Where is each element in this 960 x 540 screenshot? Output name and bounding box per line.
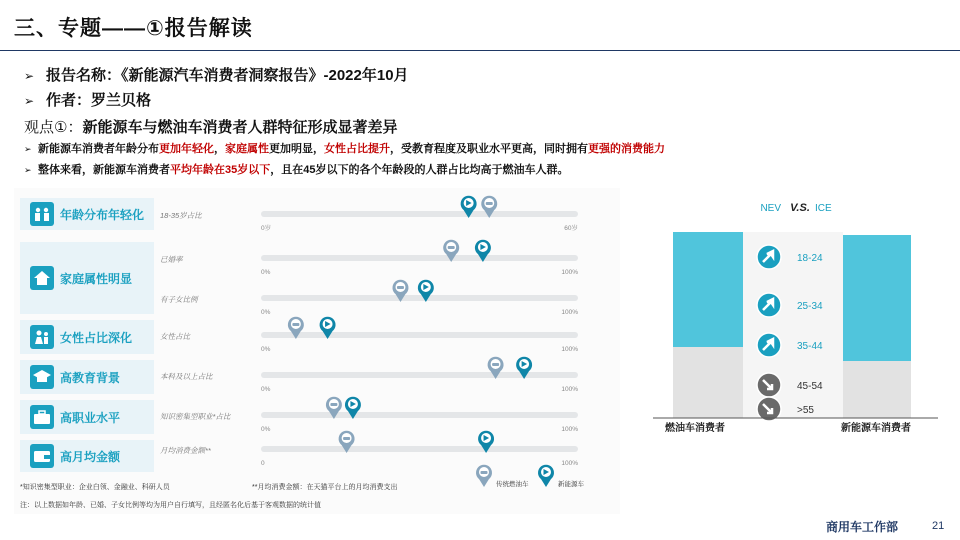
category-label: 高月均金额 (60, 450, 121, 464)
category-label: 家庭属性明显 (60, 272, 133, 286)
scale-track (261, 295, 578, 301)
scale-min-label: 0% (261, 386, 271, 393)
row-label: 18-35岁占比 (160, 211, 202, 220)
bullet-author (24, 89, 151, 110)
age-segment-label: 25-34 (797, 301, 823, 312)
age-segment-label: 35-44 (797, 341, 823, 352)
bullet-arrow-icon: ➢ (24, 144, 32, 154)
age-segment-label: 45-54 (797, 381, 823, 392)
scale-max-label: 60岁 (564, 225, 578, 232)
bar-label-nev: 新能源车消费者 (841, 423, 911, 434)
dot-plot-chart (14, 188, 620, 514)
title-ice: ICE (815, 203, 832, 214)
sub-bullet-1 (24, 140, 665, 156)
scale-min-label: 0 (261, 460, 265, 467)
arrow-down-icon (757, 397, 781, 421)
age-segment-label: >55 (797, 405, 814, 416)
scale-track (261, 372, 578, 378)
scale-max-label: 100% (561, 309, 578, 316)
viewpoint-label: 观点①： (24, 119, 83, 136)
scale-track (261, 412, 578, 418)
row-label: 女性占比 (160, 332, 190, 341)
category-label: 女性占比深化 (60, 331, 133, 345)
category-label: 年龄分布年轻化 (60, 208, 145, 222)
category-icon-bg (30, 325, 54, 349)
scale-min-label: 0% (261, 309, 271, 316)
legend-nev-label: 新能源车 (558, 481, 584, 488)
bar-label-ice: 燃油车消费者 (665, 423, 725, 434)
bullet-arrow-icon: ➢ (24, 69, 35, 83)
sub-bullet-2-text: 整体来看，新能源车消费者平均年龄在35岁以下，且在45岁以下的各个年龄段的人群占比均高于燃油车人群。 (38, 164, 569, 176)
scale-max-label: 100% (561, 460, 578, 467)
scale-min-label: 0% (261, 269, 271, 276)
author-text: 作者：罗兰贝格 (46, 92, 152, 109)
row-label: 知识密集型职业*占比 (160, 412, 231, 421)
nev-marker (538, 465, 554, 487)
arrow-up-icon (757, 245, 781, 269)
arrow-up-icon (757, 293, 781, 317)
scale-track (261, 332, 578, 338)
age-segment-label: 18-24 (797, 253, 823, 264)
sub-bullet-2 (24, 161, 568, 177)
row-label: 有子女比例 (160, 295, 198, 304)
scale-max-label: 100% (561, 269, 578, 276)
viewpoint-heading (24, 116, 397, 137)
report-name-text: 报告名称：《新能源汽车消费者洞察报告》-2022年10月 (46, 67, 409, 84)
ice-marker (476, 465, 492, 487)
footnote-1: *知识密集型职业：企业白领、金融业、科研人员 (20, 484, 170, 491)
arrow-down-icon (757, 373, 781, 397)
bullet-arrow-icon: ➢ (24, 165, 32, 175)
bar-ice-grey (673, 347, 743, 418)
page-title: 三、专题——①报告解读 (14, 17, 253, 40)
sub-bullet-1-text: 新能源车消费者年龄分布更加年轻化，家庭属性更加明显，女性占比提升，受教育程度及职业水平更高，同时拥有更强的消费能力 (38, 143, 665, 155)
category-icon-bg (30, 202, 54, 226)
scale-min-label: 0% (261, 426, 271, 433)
viewpoint-text: 新能源车与燃油车消费者人群特征形成显著差异 (82, 119, 398, 136)
footnote-3: 注：以上数据如年龄、已婚、子女比例等均为用户自行填写，且经匿名化后基于客观数据的统计值 (20, 502, 321, 509)
age-bar-panel (653, 187, 938, 438)
category-label: 高职业水平 (60, 411, 121, 425)
scale-max-label: 100% (561, 346, 578, 353)
arrow-up-icon (757, 333, 781, 357)
row-label: 本科及以上占比 (160, 372, 213, 381)
page-number: 21 (932, 520, 945, 532)
scale-max-label: 100% (561, 386, 578, 393)
title-vs: V.S. (790, 202, 810, 214)
wallet-icon (34, 451, 50, 462)
scale-track (261, 255, 578, 261)
row-label: 已婚率 (160, 255, 183, 264)
bar-ice-cyan (673, 232, 743, 347)
bullet-report-name (24, 64, 409, 85)
footnote-2: **月均消费金额：在天猫平台上的月均消费支出 (252, 484, 398, 491)
row-label: 月均消费金额** (160, 446, 211, 455)
category-label: 高教育背景 (60, 371, 121, 385)
scale-min-label: 0% (261, 346, 271, 353)
scale-min-label: 0岁 (261, 225, 272, 232)
legend-ice-label: 传统燃油车 (496, 481, 529, 488)
scale-track (261, 446, 578, 452)
bullet-arrow-icon: ➢ (24, 94, 35, 108)
scale-max-label: 100% (561, 426, 578, 433)
scale-track (261, 211, 578, 217)
dot-plot-panel (14, 188, 620, 514)
title-nev: NEV (760, 203, 781, 214)
footer-department: 商用车工作部 (826, 520, 899, 534)
bar-nev-grey (843, 361, 911, 418)
title-divider (0, 50, 960, 51)
bar-nev-cyan (843, 235, 911, 361)
age-bar-chart (653, 187, 938, 438)
